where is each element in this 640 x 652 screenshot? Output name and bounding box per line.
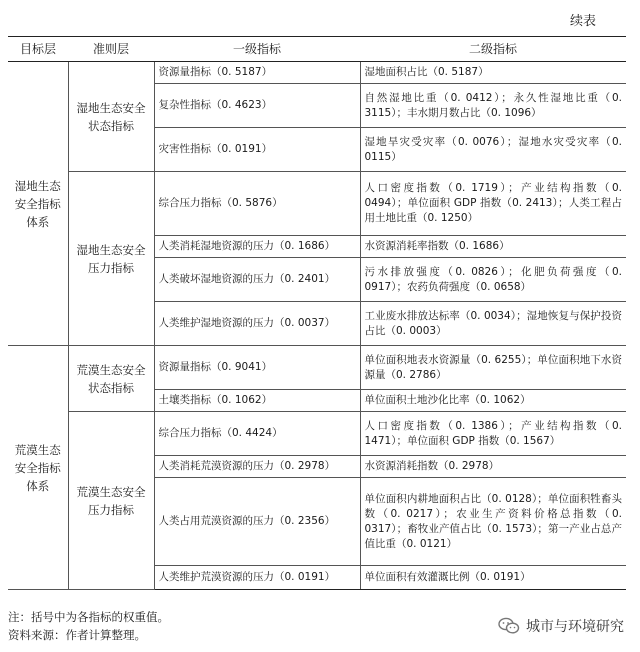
watermark bbox=[498, 616, 624, 636]
level2-cell: 湿地面积占比（0. 5187） bbox=[360, 62, 626, 84]
level1-cell: 综合压力指标（0. 4424） bbox=[154, 412, 360, 456]
note-source: 资料来源：作者计算整理。 bbox=[8, 628, 146, 642]
level2-cell: 人口密度指数（0. 1719）；产业结构指数（0. 0494）；单位面积 GDP 指数（0. 2413）；人类工程占用土地比重（0. 1250） bbox=[360, 172, 626, 236]
level1-cell: 人类占用荒漠资源的压力（0. 2356） bbox=[154, 478, 360, 566]
criterion-desert-pressure: 荒漠生态安全压力指标 bbox=[68, 412, 154, 590]
level1-cell: 人类维护荒漠资源的压力（0. 0191） bbox=[154, 566, 360, 590]
level2-cell: 单位面积地表水资源量（0. 6255）；单位面积地下水资源量（0. 2786） bbox=[360, 346, 626, 390]
table-header-row bbox=[8, 37, 626, 62]
level1-cell: 复杂性指标（0. 4623） bbox=[154, 84, 360, 128]
level1-cell: 人类维护湿地资源的压力（0. 0037） bbox=[154, 302, 360, 346]
watermark-text: 城市与环境研究 bbox=[526, 619, 624, 635]
table-row bbox=[8, 172, 626, 236]
table-row bbox=[8, 346, 626, 390]
level1-cell: 灾害性指标（0. 0191） bbox=[154, 128, 360, 172]
header-target: 目标层 bbox=[8, 37, 68, 62]
level1-cell: 人类消耗湿地资源的压力（0. 1686） bbox=[154, 236, 360, 258]
level2-cell: 水资源消耗率指数（0. 1686） bbox=[360, 236, 626, 258]
level1-cell: 人类破坏湿地资源的压力（0. 2401） bbox=[154, 258, 360, 302]
wechat-icon bbox=[498, 617, 520, 635]
criterion-wetland-pressure: 湿地生态安全压力指标 bbox=[68, 172, 154, 346]
level1-cell: 土壤类指标（0. 1062） bbox=[154, 390, 360, 412]
target-wetland: 湿地生态安全指标体系 bbox=[8, 62, 68, 346]
criterion-desert-state: 荒漠生态安全状态指标 bbox=[68, 346, 154, 412]
table-row bbox=[8, 412, 626, 456]
level2-cell: 水资源消耗指数（0. 2978） bbox=[360, 456, 626, 478]
level2-cell: 自然湿地比重（0. 0412）；永久性湿地比重（0. 3115）；丰水期月数占比（0. 1096） bbox=[360, 84, 626, 128]
level2-cell: 人口密度指数（0. 1386）；产业结构指数（0. 1471）；单位面积 GDP 指数（0. 1567） bbox=[360, 412, 626, 456]
level1-cell: 人类消耗荒漠资源的压力（0. 2978） bbox=[154, 456, 360, 478]
note-weights: 注：括号中为各指标的权重值。 bbox=[8, 610, 169, 624]
level1-cell: 综合压力指标（0. 5876） bbox=[154, 172, 360, 236]
header-level2: 二级指标 bbox=[360, 37, 626, 62]
indicator-table bbox=[8, 36, 626, 590]
table-notes bbox=[8, 608, 169, 644]
level2-cell: 工业废水排放达标率（0. 0034）；湿地恢复与保护投资占比（0. 0003） bbox=[360, 302, 626, 346]
level2-cell: 单位面积土地沙化比率（0. 1062） bbox=[360, 390, 626, 412]
criterion-wetland-state: 湿地生态安全状态指标 bbox=[68, 62, 154, 172]
header-criterion: 准则层 bbox=[68, 37, 154, 62]
target-desert: 荒漠生态安全指标体系 bbox=[8, 346, 68, 590]
level2-cell: 单位面积有效灌溉比例（0. 0191） bbox=[360, 566, 626, 590]
level1-cell: 资源量指标（0. 9041） bbox=[154, 346, 360, 390]
level1-cell: 资源量指标（0. 5187） bbox=[154, 62, 360, 84]
level2-cell: 污水排放强度（0. 0826）；化肥负荷强度（0. 0917）；农药负荷强度（0. 0658） bbox=[360, 258, 626, 302]
level2-cell: 单位面积内耕地面积占比（0. 0128）；单位面积牲畜头数（0. 0217）；农业生产资料价格总指数（0. 0317）；畜牧业产值占比（0. 1573）；第一产业占总产值比重（0. 0121） bbox=[360, 478, 626, 566]
level2-cell: 湿地旱灾受灾率（0. 0076）；湿地水灾受灾率（0. 0115） bbox=[360, 128, 626, 172]
continuation-label: 续表 bbox=[569, 14, 596, 29]
table-row bbox=[8, 62, 626, 84]
header-level1: 一级指标 bbox=[154, 37, 360, 62]
